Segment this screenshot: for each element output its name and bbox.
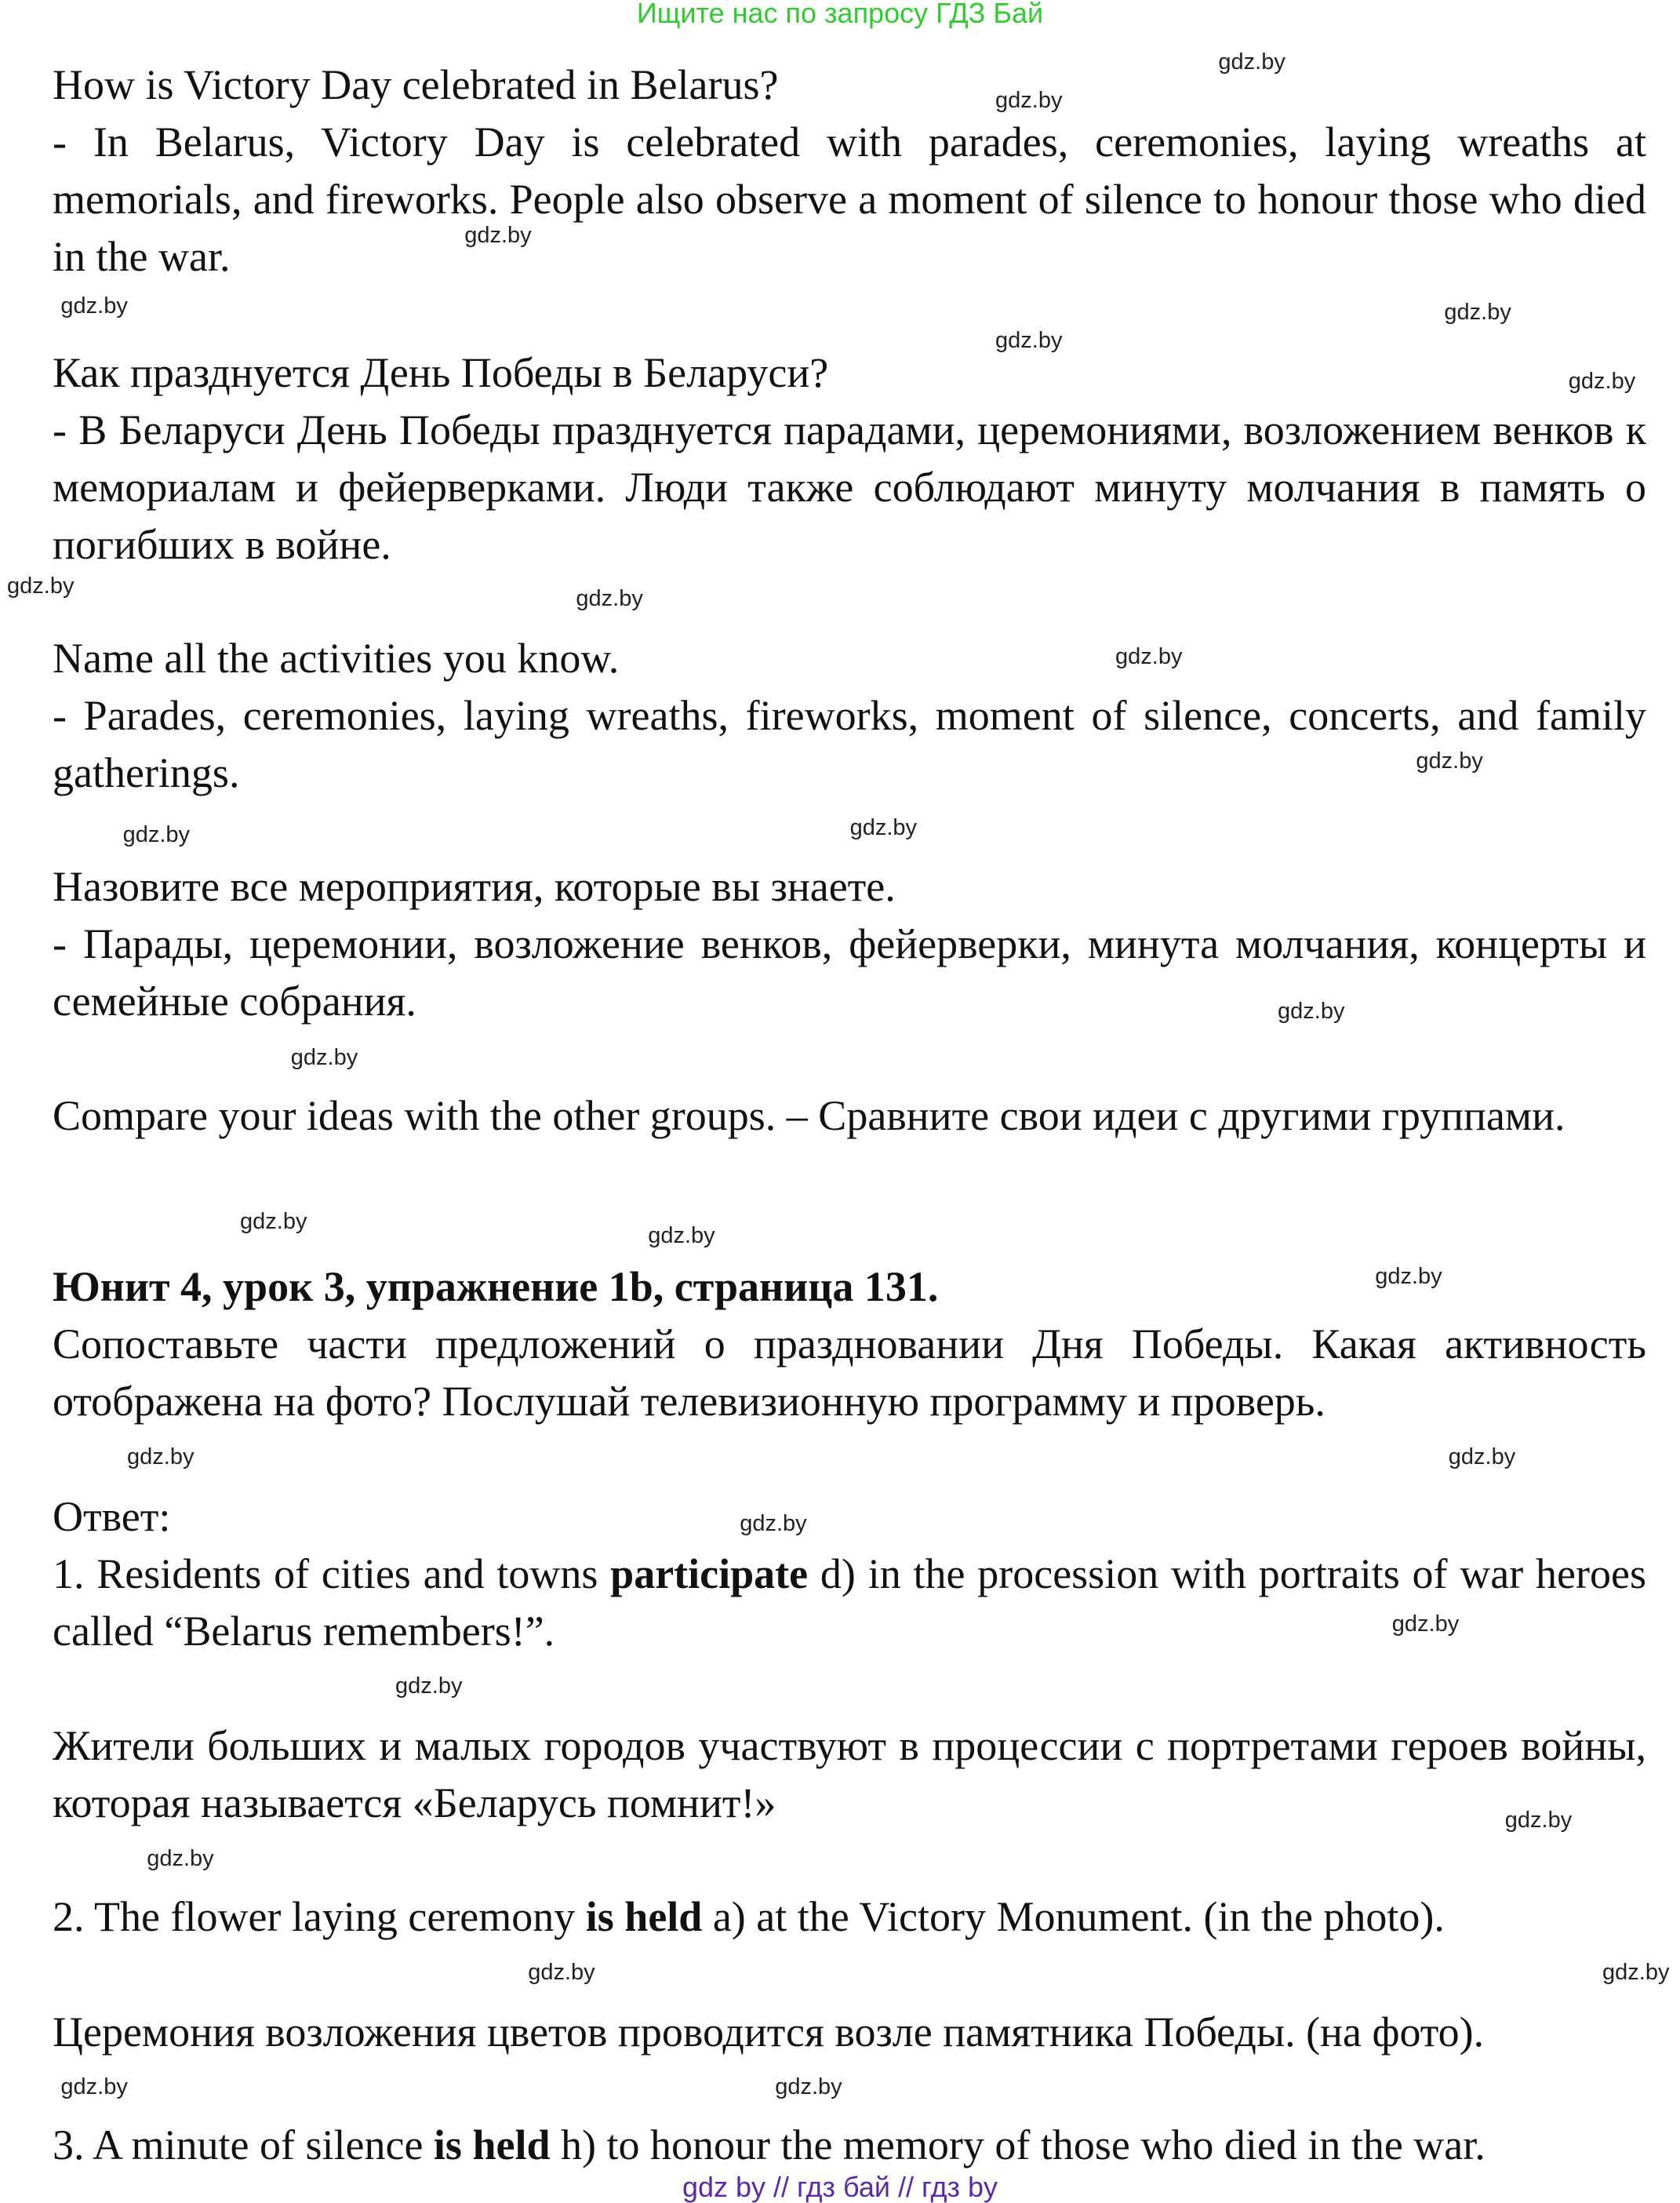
answer-2-part: a) at the Victory Monument. (in the photo). [702,1893,1445,1940]
watermark-text: gdz.by [1375,1264,1442,1289]
watermark-text: gdz.by [60,293,128,319]
answer-3-verb: is held [433,2121,551,2168]
question-en-2: Name all the activities you know. [53,635,620,682]
watermark-text: gdz.by [464,223,532,249]
watermark-text: gdz.by [995,87,1063,113]
watermark-text: gdz.by [1602,1960,1670,1986]
exercise-heading: Юнит 4, урок 3, упражнение 1b, страница 131. [53,1263,939,1310]
question-ru-1: Как празднуется День Победы в Беларуси? [53,349,829,396]
watermark-text: gdz.by [1218,49,1285,75]
header-banner: Ищите нас по запросу ГДЗ Бай [636,0,1044,29]
watermark-text: gdz.by [775,2074,842,2100]
answer-3-part: 3. A minute of silence [53,2121,434,2168]
watermark-text: gdz.by [1391,1611,1460,1637]
watermark-text: gdz.by [395,1673,463,1699]
answer-2-verb: is held [585,1893,703,1940]
answer-1-verb: participate [610,1550,809,1597]
watermark-text: gdz.by [1444,299,1511,325]
watermark-text: gdz.by [147,1845,214,1871]
answer-2-ru: Церемония возложения цветов проводится возле памятника Победы. (на фото). [53,2008,1485,2056]
answer-1-ru: Жители больших и малых городов участвуют в процессии с портретами героев войны, которая называется «Беларусь помнит!» [53,1722,1646,1826]
watermark-text: gdz.by [1448,1444,1516,1470]
watermark-text: gdz.by [127,1444,195,1470]
watermark-text: gdz.by [740,1511,807,1536]
watermark-text: gdz.by [290,1045,358,1070]
question-en-1: How is Victory Day celebrated in Belarus? [53,61,779,108]
answer-3-en [53,2121,1646,2168]
compare-paragraph: Compare your ideas with the other groups. – Сравните свои идеи с другими группами. [53,1092,1565,1139]
watermark-text: gdz.by [1278,998,1345,1024]
answer-1-part: d) in the procession with portraits of war heroes called “Belarus remembers!”. [53,1550,1646,1655]
answer-2-part: 2. The flower laying ceremony [53,1893,586,1940]
answer-3-part: h) to honour the memory of those who died in the war. [550,2121,1485,2168]
watermark-text: gdz.by [1115,643,1183,669]
watermark-text: gdz.by [1416,748,1483,774]
answer-label: Ответ: [53,1493,171,1540]
watermark-text: gdz.by [7,573,75,599]
answer-2-en [53,1888,1646,1946]
question-ru-2: Назовите все мероприятия, которые вы знаете. [53,863,896,910]
watermark-text: gdz.by [240,1208,307,1234]
watermark-text: gdz.by [122,821,191,847]
watermark-text: gdz.by [1504,1808,1573,1833]
watermark-text: gdz.by [528,1960,595,1986]
task-text: Сопоставьте части предложений о праздновании Дня Победы. Какая активность отображена на фото? Послушай телевизионную программу и проверь. [53,1320,1646,1425]
answer-en-1: - In Belarus, Victory Day is celebrated with parades, ceremonies, laying wreaths at memorials, and fireworks. People also observe a moment of silence to honour those who died in the war. [53,118,1646,280]
answer-1-en [53,1546,1646,1660]
answer-ru-2: - Парады, церемонии, возложение венков, фейерверки, минута молчания, концерты и семейные собрания. [53,920,1646,1025]
watermark-text: gdz.by [60,2074,128,2100]
answer-1-part: 1. Residents of cities and towns [53,1550,611,1597]
footer-banner: gdz by // гдз бай // гдз by [682,2171,998,2203]
watermark-text: gdz.by [648,1222,715,1248]
watermark-text: gdz.by [849,814,918,840]
watermark-text: gdz.by [1568,368,1636,394]
watermark-text: gdz.by [995,327,1063,353]
answer-en-2: - Parades, ceremonies, laying wreaths, fireworks, moment of silence, concerts, and family gatherings. [53,692,1646,796]
answer-ru-1: - В Беларуси День Победы празднуется парадами, церемониями, возложением венков к мемориалам и фейерверками. Люди также соблюдают минуту молчания в память о погибших в войне. [53,406,1646,568]
watermark-text: gdz.by [576,586,643,611]
